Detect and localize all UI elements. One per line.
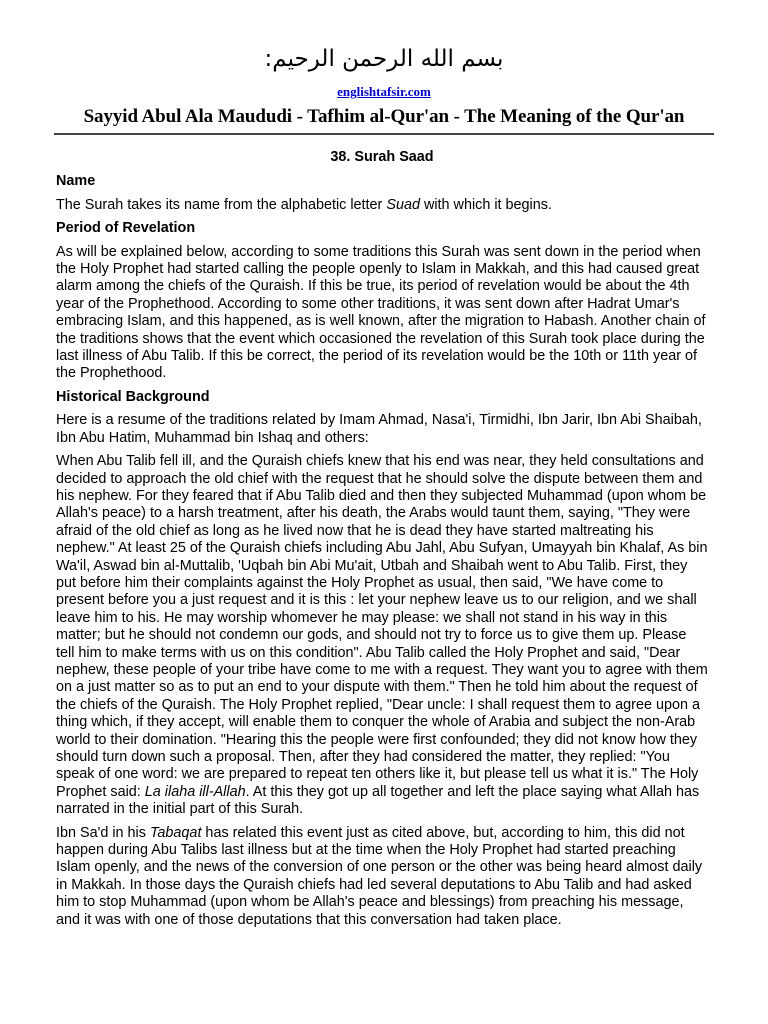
background-paragraph-3-text-b: has related this event just as cited above, but, according to him, this did not happen during Abu Talibs last illness but at the time when the Holy Prophet had started preaching Islam openly, and the news of the conversion of one person or the other was being heard almost daily in Makkah. In those days the Quraish chiefs had led several deputations to Abu Talib and had asked him to stop Muhammad (upon whom be Allah's peace and blessings) from preaching his message, and it was with one of those deputations that this conversation had taken place. (56, 824, 703, 928)
name-paragraph-text-a: The Surah takes its name from the alphabetic letter (56, 196, 387, 213)
background-paragraph-1: Here is a resume of the traditions related by Imam Ahmad, Nasa'i, Tirmidhi, Ibn Jarir, Ibn Abi Shaibah, Ibn Abu Hatim, Muhammad bin Ishaq and others: (56, 412, 702, 446)
name-paragraph (56, 197, 708, 214)
background-paragraph-2-text-a: When Abu Talib fell ill, and the Quraish chiefs knew that his end was near, they held consultations and decided to approach the old chief with the request that he should solve the dispute between them and his nephew. For they feared that if Abu Talib died and then they subjected Muhammad (upon whom be Allah's peace) to a harsh treatment, after his death, the Arabs would taunt them, saying, "They were afraid of the old chief as long as he lived now that he is dead they have started maltreating his nephew." At least 25 of the Quraish chiefs including Abu Jahl, Abu Sufyan, Umayyah bin Khalaf, As bin Wa'il, Aswad bin al-Muttalib, 'Uqbah bin Abi Mu'ait, Utbah and Shaibah went to Abu Talib. First, they put before him their complaints against the Holy Prophet as usual, then said, "We have come to present before you a just request and it is this : let your nephew leave us to our religion, and we shall leave him to his. He may worship whomever he may please: we shall not stand in his way in this matter; but he should not condemn our gods, and should not try to force us to give them up. Please tell him to make terms with us on this condition". Abu Talib called the Holy Prophet and said, "Dear nephew, these people of your tribe have come to me with a request. They want you to agree with them on a just matter so as to put an end to your dispute with them." Then he told him about the request of the chiefs of the Quraish. The Holy Prophet replied, "Dear uncle: I shall request them to agree upon a thing which, if they accept, will enable them to conquer the whole of Arabia and subject the non-Arab world to their domination. "Hearing this the people were first confounded; they did not know how they should turn down such a proposal. Then, after they had considered the matter, they replied: "You speak of one word: we are prepared to repeat ten others like it, but please tell us what it is." The Holy Prophet said: (56, 453, 708, 800)
surah-title: 38. Surah Saad (330, 149, 434, 165)
section-heading-name: Name (56, 173, 96, 190)
title-divider (54, 133, 714, 135)
background-paragraph-2-text-b: . At this they got up all together and left the place saying what Allah has narrated in the initial part of this Surah. (56, 783, 700, 818)
background-paragraph-3 (56, 825, 708, 929)
revelation-paragraph: As will be explained below, according to some traditions this Surah was sent down in the period when the Holy Prophet had started calling the people openly to Islam in Makkah, and this had caused great alarm among the chiefs of the Quraish. If this be true, its period of revelation would be about the 4th year of the Prophethood. According to some other traditions, it was sent down after Hadrat Umar's embracing Islam, and this happened, as is well known, after the migration to Habash. Another chain of the traditions shows that the event which occasioned the revelation of this Surah took place during the last illness of Abu Talib. If this be correct, the period of its revelation would be the 10th or 11th year of the Prophethood. (56, 243, 706, 382)
name-paragraph-emphasis: Suad (386, 196, 420, 213)
bismillah-heading: بسم الله الرحمن الرحيم: (264, 46, 504, 72)
background-paragraph-3-text-a: Ibn Sa'd in his (56, 824, 150, 841)
name-paragraph-text-b: with which it begins. (419, 196, 552, 213)
site-link[interactable]: englishtafsir.com (337, 84, 431, 99)
background-paragraph-2-emphasis: La ilaha ill-Allah (144, 783, 246, 800)
section-heading-background: Historical Background (56, 388, 210, 405)
background-paragraph-2 (56, 453, 708, 819)
document-title: Sayyid Abul Ala Maududi - Tafhim al-Qur'an - The Meaning of the Qur'an (83, 106, 685, 127)
background-paragraph-3-emphasis: Tabaqat (149, 824, 202, 841)
main-content (56, 149, 708, 935)
section-heading-revelation: Period of Revelation (56, 220, 196, 237)
